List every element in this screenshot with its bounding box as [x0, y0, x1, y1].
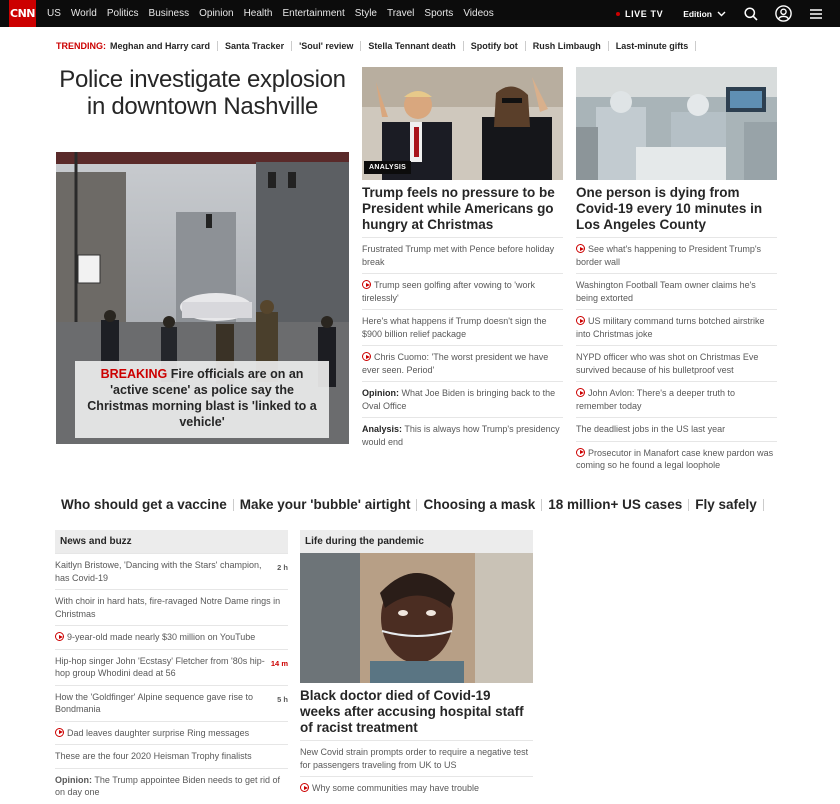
item-text: These are the four 2020 Heisman Trophy finalists	[55, 751, 252, 761]
list-item[interactable]	[576, 441, 777, 477]
play-video-icon	[576, 244, 585, 253]
news-and-buzz-section	[55, 530, 288, 804]
play-video-icon	[362, 280, 371, 289]
list-item[interactable]	[55, 744, 288, 768]
play-video-icon	[55, 728, 64, 737]
list-item-text	[55, 595, 288, 620]
banner-link[interactable]: Make your 'bubble' airtight	[239, 497, 411, 512]
list-item-text	[55, 691, 277, 716]
divider	[360, 41, 361, 51]
section-label: Life during the pandemic	[300, 530, 533, 553]
list-item[interactable]	[55, 589, 288, 625]
menu-icon[interactable]	[809, 8, 823, 20]
divider	[763, 499, 764, 511]
analysis-tag: ANALYSIS	[364, 161, 411, 174]
breaking-text: Fire officials are on an 'active scene' as police say the Christmas morning blast is 'linked to a vehicle'	[87, 367, 317, 429]
item-text: Here's what happens if Trump doesn't sign the $900 billion relief package	[362, 316, 547, 339]
list-item[interactable]	[576, 381, 777, 417]
hero-headline[interactable]: Police investigate explosion in downtown Nashville	[59, 66, 346, 120]
trump-story-image[interactable]	[362, 67, 563, 180]
list-item-text	[55, 727, 288, 740]
list-item[interactable]	[576, 345, 777, 381]
nav-link-us[interactable]: US	[47, 8, 61, 19]
list-item[interactable]	[362, 309, 563, 345]
list-item[interactable]	[55, 625, 288, 649]
item-text: Dad leaves daughter surprise Ring messages	[67, 727, 250, 738]
trump-headline[interactable]: Trump feels no pressure to be President while Americans go hungry at Christmas	[362, 185, 555, 232]
trump-related-list	[362, 237, 563, 453]
play-video-icon	[55, 632, 64, 641]
live-tv-label: LIVE TV	[624, 8, 664, 19]
list-item[interactable]	[55, 721, 288, 745]
item-prefix: Opinion:	[55, 774, 92, 785]
list-item-text	[55, 774, 288, 799]
divider	[695, 41, 696, 51]
item-text: What Joe Biden is bringing back to the Oval Office	[362, 388, 556, 411]
banner-link[interactable]: 18 million+ US cases	[548, 497, 683, 512]
trending-item[interactable]: Santa Tracker	[225, 41, 285, 51]
search-icon[interactable]	[744, 7, 758, 21]
item-text: The deadliest jobs in the US last year	[576, 424, 726, 434]
list-item[interactable]	[362, 381, 563, 417]
trending-item[interactable]: Spotify bot	[470, 41, 518, 51]
trending-bar	[56, 41, 703, 51]
timestamp: 2 h	[277, 563, 288, 572]
divider	[416, 499, 417, 511]
live-dot-icon	[616, 12, 620, 16]
list-item-text	[55, 559, 277, 584]
item-text: Why some communities may have trouble	[312, 783, 480, 793]
item-text: Kaitlyn Bristowe, 'Dancing with the Stars' champion, has Covid-19	[55, 560, 262, 583]
timestamp: 14 m	[270, 658, 288, 668]
divider	[541, 499, 542, 511]
divider	[233, 499, 234, 511]
play-video-icon	[300, 783, 309, 792]
list-item[interactable]	[55, 553, 288, 589]
hospital-photo	[576, 67, 777, 180]
trending-item[interactable]: Last-minute gifts	[615, 41, 689, 51]
covid-related-list	[576, 237, 777, 477]
list-item[interactable]	[576, 273, 777, 309]
list-item[interactable]	[576, 309, 777, 345]
item-text: With choir in hard hats, fire-ravaged Notre Dame rings in Christmas	[55, 596, 281, 619]
divider	[525, 41, 526, 51]
play-video-icon	[576, 448, 585, 457]
trending-item[interactable]: Stella Tennant death	[368, 41, 456, 51]
item-text: How the 'Goldfinger' Alpine sequence gave rise to Bondmania	[55, 691, 254, 714]
item-text: John Avlon: There's a deeper truth to remember today	[576, 388, 735, 411]
item-text: This is always how Trump's presidency would end	[362, 424, 560, 447]
list-item[interactable]	[362, 417, 563, 453]
cnn-logo[interactable]: CNN	[9, 0, 36, 27]
edition-menu[interactable]	[683, 9, 726, 19]
item-text: See what's happening to President Trump's border wall	[576, 244, 762, 267]
divider	[608, 41, 609, 51]
nav-link-sports[interactable]: Sports	[424, 8, 454, 19]
item-text: Frustrated Trump met with Pence before holiday break	[362, 244, 555, 267]
top-nav	[0, 0, 840, 27]
nav-link-world[interactable]: World	[70, 8, 97, 19]
breaking-label: BREAKING	[100, 367, 168, 381]
trending-item[interactable]: Meghan and Harry card	[110, 41, 211, 51]
item-text: Washington Football Team owner claims he's being extorted	[576, 280, 756, 303]
divider	[688, 499, 689, 511]
list-item[interactable]	[576, 417, 777, 441]
doctor-headline[interactable]: Black doctor died of Covid-19 weeks after accusing hospital staff of racist treatment	[300, 688, 524, 735]
list-item[interactable]	[362, 345, 563, 381]
nav-link-entertainment[interactable]: Entertainment	[282, 8, 345, 19]
nav-link-politics[interactable]: Politics	[106, 8, 139, 19]
section-label: News and buzz	[55, 530, 288, 553]
list-item[interactable]	[55, 768, 288, 804]
list-item-text	[55, 655, 271, 680]
list-item[interactable]	[362, 273, 563, 309]
list-item[interactable]	[55, 685, 288, 721]
divider	[463, 41, 464, 51]
item-text: Hip-hop singer John 'Ecstasy' Fletcher from '80s hip-hop group Whodini dead at 56	[55, 655, 265, 678]
play-video-icon	[362, 352, 371, 361]
doctor-story-image[interactable]	[300, 553, 533, 683]
item-text: Prosecutor in Manafort case knew pardon was coming so he found a legal loophole	[576, 447, 774, 470]
item-text: 9-year-old made nearly $30 million on YouTube	[67, 632, 256, 642]
covid-headline[interactable]: One person is dying from Covid-19 every 10 minutes in Los Angeles County	[576, 185, 763, 232]
account-icon[interactable]	[775, 5, 792, 22]
banner-link[interactable]: Choosing a mask	[423, 497, 536, 512]
live-tv-link[interactable]	[616, 9, 663, 19]
item-text: The Trump appointee Biden needs to get rid of on day one	[55, 774, 280, 797]
nav-right	[616, 0, 840, 27]
banner-link[interactable]: Fly safely	[695, 497, 757, 512]
nav-link-opinion[interactable]: Opinion	[199, 8, 234, 19]
pandemic-related-list	[300, 740, 533, 800]
trending-item[interactable]: Rush Limbaugh	[532, 41, 601, 51]
breaking-news-caption[interactable]	[75, 361, 329, 438]
news-buzz-list	[55, 553, 288, 804]
item-text: US military command turns botched airstrike into Christmas joke	[576, 316, 765, 339]
list-item[interactable]	[55, 649, 288, 685]
chevron-down-icon	[717, 11, 726, 17]
divider	[217, 41, 218, 51]
timestamp: 5 h	[277, 694, 288, 704]
item-prefix: Opinion:	[362, 388, 399, 398]
nav-link-business[interactable]: Business	[148, 8, 190, 19]
nav-link-travel[interactable]: Travel	[386, 8, 415, 19]
doctor-photo	[300, 553, 533, 683]
nav-links	[47, 8, 504, 19]
list-item[interactable]	[300, 740, 533, 776]
covid-story-column	[576, 67, 777, 477]
play-video-icon	[576, 388, 585, 397]
item-text: NYPD officer who was shot on Christmas Eve survived because of his bulletproof vest	[576, 352, 759, 375]
list-item-text	[55, 750, 288, 763]
trending-label: TRENDING:	[56, 41, 106, 51]
list-item[interactable]	[300, 776, 533, 800]
nav-link-health[interactable]: Health	[243, 8, 273, 19]
item-text: Trump seen golfing after vowing to 'work tirelessly'	[362, 280, 535, 303]
list-item[interactable]	[576, 237, 777, 273]
edition-label: Edition	[683, 8, 712, 19]
list-item-text	[55, 631, 288, 644]
covid-story-image[interactable]	[576, 67, 777, 180]
play-video-icon	[576, 316, 585, 325]
covid-topic-banner	[61, 497, 770, 512]
nav-link-style[interactable]: Style	[354, 8, 377, 19]
item-text: Chris Cuomo: 'The worst president we have ever seen. Period'	[362, 352, 549, 375]
list-item[interactable]	[362, 237, 563, 273]
pandemic-section	[300, 530, 533, 800]
nav-link-videos[interactable]: Videos	[463, 8, 494, 19]
item-prefix: Analysis:	[362, 424, 403, 434]
trending-item[interactable]: 'Soul' review	[299, 41, 354, 51]
item-text: New Covid strain prompts order to require a negative test for passengers traveling from UK to US	[300, 747, 529, 770]
banner-link[interactable]: Who should get a vaccine	[61, 497, 227, 512]
divider	[291, 41, 292, 51]
trump-story-column	[362, 67, 563, 453]
